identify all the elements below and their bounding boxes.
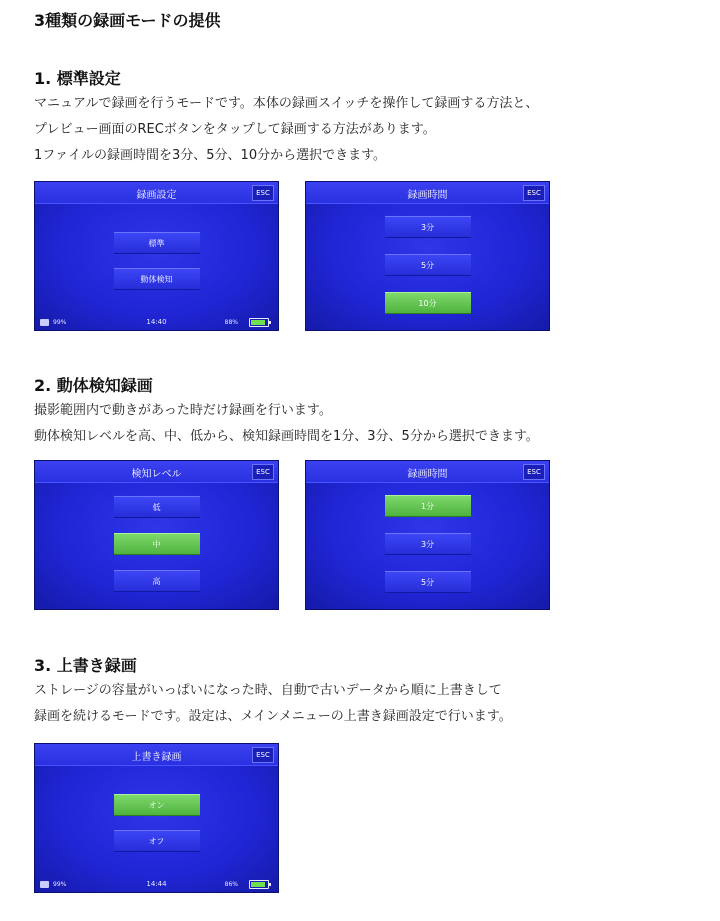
clock: 14:40 bbox=[146, 318, 167, 326]
page-title: 3種類の録画モードの提供 bbox=[34, 11, 221, 30]
section-1-line-2: プレビュー画面のRECボタンをタップして録画する方法があります。 bbox=[34, 122, 436, 137]
section-2-line-2: 動体検知レベルを高、中、低から、検知録画時間を1分、3分、5分から選択できます。 bbox=[34, 429, 539, 444]
option-3min[interactable]: 3分 bbox=[385, 533, 471, 555]
section-1-line-3: 1ファイルの録画時間を3分、5分、10分から選択できます。 bbox=[34, 148, 387, 163]
screen-title: 録画設定 bbox=[136, 190, 177, 201]
screen-rec-time-2 bbox=[305, 460, 550, 610]
section-2-heading: 2. 動体検知録画 bbox=[34, 376, 153, 395]
status-bar bbox=[35, 878, 278, 892]
esc-button[interactable]: ESC bbox=[252, 185, 274, 201]
esc-button[interactable]: ESC bbox=[252, 747, 274, 763]
esc-button[interactable]: ESC bbox=[252, 464, 274, 480]
option-5min[interactable]: 5分 bbox=[385, 571, 471, 593]
option-off[interactable]: オフ bbox=[114, 830, 200, 852]
battery-icon bbox=[249, 318, 269, 327]
screen-title: 上書き録画 bbox=[131, 752, 182, 763]
option-high[interactable]: 高 bbox=[114, 570, 200, 592]
option-3min[interactable]: 3分 bbox=[385, 216, 471, 238]
sd-capacity: 99% bbox=[53, 881, 67, 888]
battery-percent: 86% bbox=[224, 881, 238, 888]
sd-capacity: 99% bbox=[53, 319, 67, 326]
option-1min[interactable]: 1分 bbox=[385, 495, 471, 517]
option-standard[interactable]: 標準 bbox=[114, 232, 200, 254]
section-1-text bbox=[34, 91, 538, 169]
section-3-heading: 3. 上書き録画 bbox=[34, 656, 137, 675]
section-3-line-2: 録画を続けるモードです。設定は、メインメニューの上書き録画設定で行います。 bbox=[34, 709, 512, 724]
status-bar bbox=[35, 316, 278, 330]
battery-percent: 88% bbox=[224, 319, 238, 326]
screen-detect-level bbox=[34, 460, 279, 610]
clock: 14:44 bbox=[146, 880, 167, 888]
section-3-text bbox=[34, 678, 512, 730]
battery-fill bbox=[251, 882, 265, 887]
option-low[interactable]: 低 bbox=[114, 496, 200, 518]
option-medium[interactable]: 中 bbox=[114, 533, 200, 555]
battery-icon bbox=[249, 880, 269, 889]
screen-rec-time-1 bbox=[305, 181, 550, 331]
screen-title: 検知レベル bbox=[131, 469, 182, 480]
option-on[interactable]: オン bbox=[114, 794, 200, 816]
section-2-line-1: 撮影範囲内で動きがあった時だけ録画を行います。 bbox=[34, 403, 332, 418]
screen-title: 録画時間 bbox=[407, 190, 448, 201]
section-2-text bbox=[34, 398, 539, 450]
screen-rec-setting bbox=[34, 181, 279, 331]
option-motion-detect[interactable]: 動体検知 bbox=[114, 268, 200, 290]
option-10min[interactable]: 10分 bbox=[385, 292, 471, 314]
section-1-heading: 1. 標準設定 bbox=[34, 69, 121, 88]
option-5min[interactable]: 5分 bbox=[385, 254, 471, 276]
section-3-line-1: ストレージの容量がいっぱいになった時、自動で古いデータから順に上書きして bbox=[34, 683, 502, 698]
battery-fill bbox=[251, 320, 265, 325]
screen-title: 録画時間 bbox=[407, 469, 448, 480]
esc-button[interactable]: ESC bbox=[523, 464, 545, 480]
esc-button[interactable]: ESC bbox=[523, 185, 545, 201]
section-1-line-1: マニュアルで録画を行うモードです。本体の録画スイッチを操作して録画する方法と、 bbox=[34, 96, 539, 111]
screen-overwrite bbox=[34, 743, 279, 893]
